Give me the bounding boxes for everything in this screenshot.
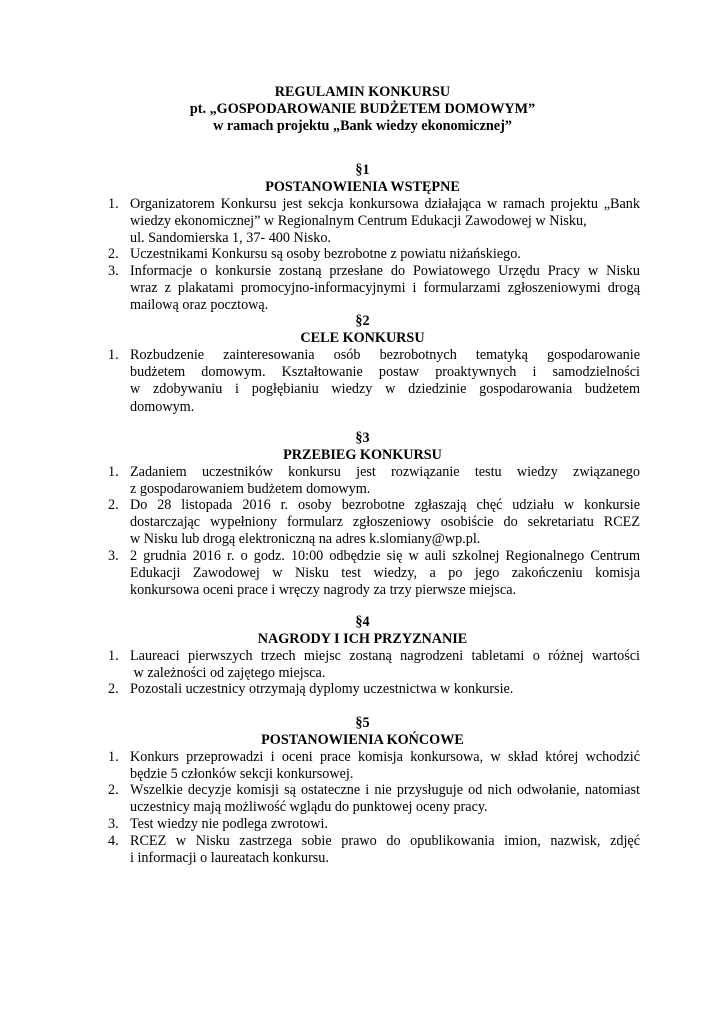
item-line: i informacji o laureatach konkursu. — [130, 850, 329, 867]
item-line: Test wiedzy nie podlega zwrotowi. — [130, 816, 328, 832]
item-line: uczestnicy mają możliwość wglądu do punktowej oceny pracy. — [130, 799, 488, 816]
item-line: Pozostali uczestnicy otrzymają dyplomy uczestnictwa w konkursie. — [130, 681, 514, 697]
item-line: Konkurs przeprowadzi i oceni prace komisja konkursowa, w skład której wchodzić — [130, 749, 640, 765]
item-line: budżetem domowym. Kształtowanie postaw proaktywnych i samodzielności — [130, 364, 640, 381]
item-line: konkursowa oceni prace i wręczy nagrody za trzy pierwsze miejsca. — [130, 582, 517, 599]
list-item — [108, 548, 640, 600]
item-number: 1. — [108, 648, 119, 664]
item-line: ul. Sandomierska 1, 37- 400 Nisko. — [130, 230, 331, 247]
section-3-title: PRZEBIEG KONKURSU — [283, 447, 442, 463]
section-4-number: §4 — [355, 614, 370, 630]
list-item — [108, 749, 640, 783]
item-number: 1. — [108, 196, 119, 212]
item-line: Zadaniem uczestników konkursu jest rozwiązanie testu wiedzy związanego — [130, 464, 640, 480]
item-line: Uczestnikami Konkursu są osoby bezrobotne z powiatu niżańskiego. — [130, 246, 521, 262]
section-5-title: POSTANOWIENIA KOŃCOWE — [261, 732, 464, 748]
project-line: w ramach projektu „Bank wiedzy ekonomicznej” — [213, 118, 512, 134]
item-line: w zależności od zajętego miejsca. — [130, 665, 326, 682]
list-item — [108, 782, 640, 816]
list-item — [108, 497, 640, 549]
document-subtitle: pt. „GOSPODAROWANIE BUDŻETEM DOMOWYM” — [189, 101, 536, 117]
document-title: REGULAMIN KONKURSU — [274, 84, 451, 100]
section-4-title: NAGRODY I ICH PRZYZNANIE — [257, 631, 468, 647]
list-item — [108, 196, 640, 248]
item-line: domowym. — [130, 398, 195, 415]
item-number: 3. — [108, 816, 119, 832]
list-item — [108, 681, 640, 698]
section-1-number: §1 — [355, 162, 370, 178]
list-item — [108, 246, 640, 263]
item-line: Wszelkie decyzje komisji są ostateczne i nie przysługuje od nich odwołanie, natomiast — [130, 782, 640, 798]
item-number: 2. — [108, 782, 119, 798]
item-line: będzie 5 członków sekcji konkursowej. — [130, 766, 354, 783]
list-item — [108, 347, 640, 416]
item-number: 1. — [108, 464, 119, 480]
item-number: 2. — [108, 497, 119, 513]
item-line: mailową oraz pocztową. — [130, 297, 269, 314]
item-line: 2 grudnia 2016 r. o godz. 10:00 odbędzie się w auli szkolnej Regionalnego Centrum — [130, 548, 640, 564]
item-number: 3. — [108, 548, 119, 564]
item-number: 4. — [108, 833, 119, 849]
list-item — [108, 648, 640, 682]
item-line: Informacje o konkursie zostaną przesłane do Powiatowego Urzędu Pracy w Nisku — [130, 263, 640, 279]
item-line: wraz z plakatami promocyjno-informacyjnymi i formularzami zgłoszeniowymi drogą — [130, 280, 640, 297]
list-item — [108, 464, 640, 498]
item-line: w Nisku lub drogą elektroniczną na adres k.slomiany@wp.pl. — [130, 531, 481, 548]
item-line: w zdobywaniu i pogłębianiu wiedzy w dziedzinie gospodarowania budżetem — [130, 381, 640, 398]
section-5-number: §5 — [355, 715, 370, 731]
list-item — [108, 816, 640, 833]
list-item — [108, 263, 640, 315]
list-item — [108, 833, 640, 867]
item-line: dostarczając wypełniony formularz zgłoszeniowy osobiście do sekretariatu RCEZ — [130, 514, 640, 531]
item-number: 2. — [108, 681, 119, 697]
item-number: 1. — [108, 749, 119, 765]
item-number: 3. — [108, 263, 119, 279]
item-number: 2. — [108, 246, 119, 262]
item-line: Rozbudzenie zainteresowania osób bezrobotnych tematyką gospodarowanie — [130, 347, 640, 363]
section-2-title: CELE KONKURSU — [300, 330, 425, 346]
section-3-number: §3 — [355, 430, 370, 446]
item-line: Do 28 listopada 2016 r. osoby bezrobotne zgłaszają chęć udziału w konkursie — [130, 497, 640, 513]
section-1-title: POSTANOWIENIA WSTĘPNE — [265, 179, 460, 195]
item-line: Edukacji Zawodowej w Nisku test wiedzy, a po jego zakończeniu komisja — [130, 565, 640, 582]
item-line: wiedzy ekonomicznej” w Regionalnym Centrum Edukacji Zawodowej w Nisku, — [130, 213, 587, 230]
section-2-number: §2 — [355, 313, 370, 329]
item-line: RCEZ w Nisku zastrzega sobie prawo do opublikowania imion, nazwisk, zdjęć — [130, 833, 640, 849]
item-line: Laureaci pierwszych trzech miejsc zostaną nagrodzeni tabletami o różnej wartości — [130, 648, 640, 664]
item-line: z gospodarowaniem budżetem domowym. — [130, 481, 371, 498]
item-number: 1. — [108, 347, 119, 363]
item-line: Organizatorem Konkursu jest sekcja konkursowa działająca w ramach projektu „Bank — [130, 196, 640, 212]
